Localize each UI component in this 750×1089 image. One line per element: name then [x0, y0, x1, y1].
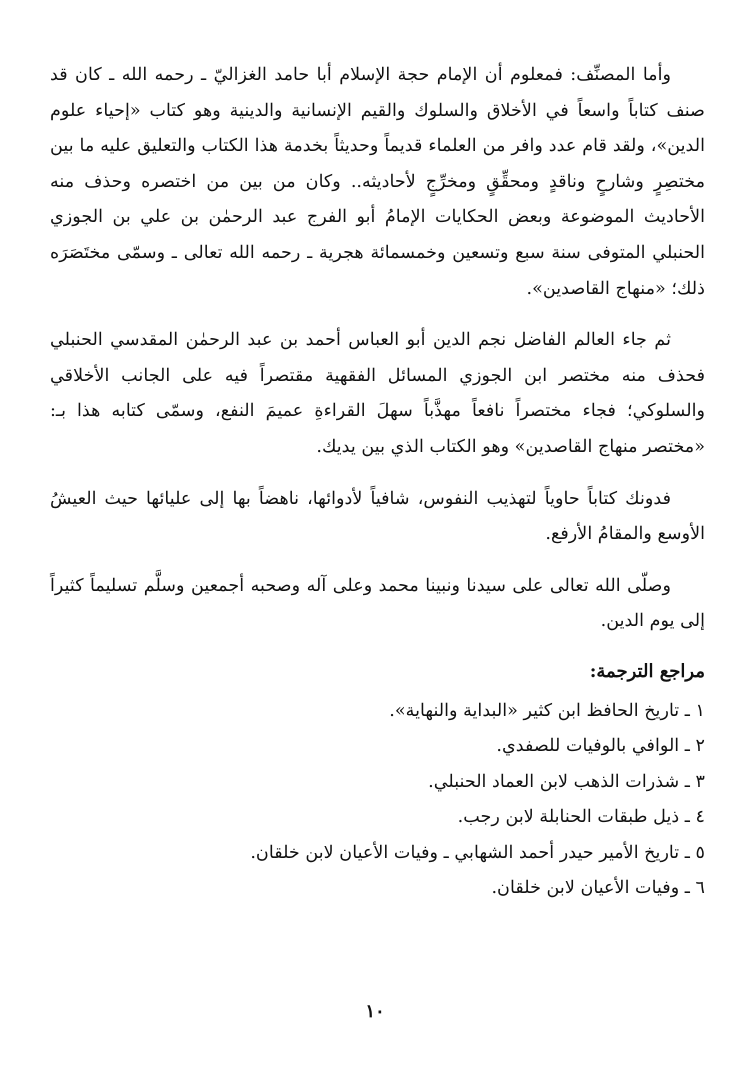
- references-heading: مراجع الترجمة:: [589, 660, 705, 682]
- paragraph-author: وأما المصنِّف: فمعلوم أن الإمام حجة الإسلام أبا حامد الغزاليّ ـ رحمه الله ـ كان قد صنف كتاباً واسعاً في الأخلاق والسلوك والقيم الإنسانية والدينية وهو كتاب «إحياء علوم الدين»، ولقد قام عدد وافر من العلماء قديماً وحديثاً بخدمة هذا الكتاب والتعليق عليه ما بين مختصِرٍ وشارحٍ وناقدٍ ومحقِّقٍ ومخرِّجٍ لأحاديثه.. وكان من بين من اختصره وحذف منه الأحاديث الموضوعة وبعض الحكايات الإمامُ أبو الفرج عبد الرحمٰن بن علي بن الجوزي الحنبلي المتوفى سنة سبع وتسعين وخمسمائة هجرية ـ رحمه الله تعالى ـ وسمّى مختَصَرَه ذلك؛ «منهاج القاصدين».: [50, 65, 705, 299]
- page-body: [50, 58, 705, 907]
- reference-item: ٥ ـ تاريخ الأمير حيدر أحمد الشهابي ـ وفيات الأعيان لابن خلقان.: [250, 842, 705, 863]
- reference-item: ١ ـ تاريخ الحافظ ابن كثير «البداية والنهاية».: [389, 700, 705, 721]
- reference-item: ٤ ـ ذيل طبقات الحنابلة لابن رجب.: [457, 807, 705, 828]
- paragraph-abridgement: ثم جاء العالم الفاضل نجم الدين أبو العباس أحمد بن عبد الرحمٰن المقدسي الحنبلي فحذف منه مختصر ابن الجوزي المسائل الفقهية مقتصراً فيه على الجانب الأخلاقي والسلوكي؛ فجاء مختصراً نافعاً مهذَّباً سهلَ القراءةِ عميمَ النفع، وسمّى كتابه هذا بـ: «مختصر منهاج القاصدين» وهو الكتاب الذي بين يديك.: [50, 330, 705, 457]
- references-list: [50, 694, 705, 908]
- paragraph-closing-prayer: وصلّى الله تعالى على سيدنا ونبينا محمد وعلى آله وصحبه أجمعين وسلَّم تسليماً كثيراً إلى يوم الدين.: [50, 575, 705, 632]
- reference-item: ٣ ـ شذرات الذهب لابن العماد الحنبلي.: [428, 771, 705, 792]
- paragraph-recommendation: فدونك كتاباً حاوياً لتهذيب النفوس، شافياً لأدوائها، ناهضاً بها إلى عليائها حيث العيشُ الأوسع والمقامُ الأرفع.: [50, 488, 705, 545]
- reference-item: ٦ ـ وفيات الأعيان لابن خلقان.: [491, 878, 705, 899]
- page-number: ١٠: [365, 1001, 385, 1022]
- reference-item: ٢ ـ الوافي بالوفيات للصفدي.: [496, 736, 705, 757]
